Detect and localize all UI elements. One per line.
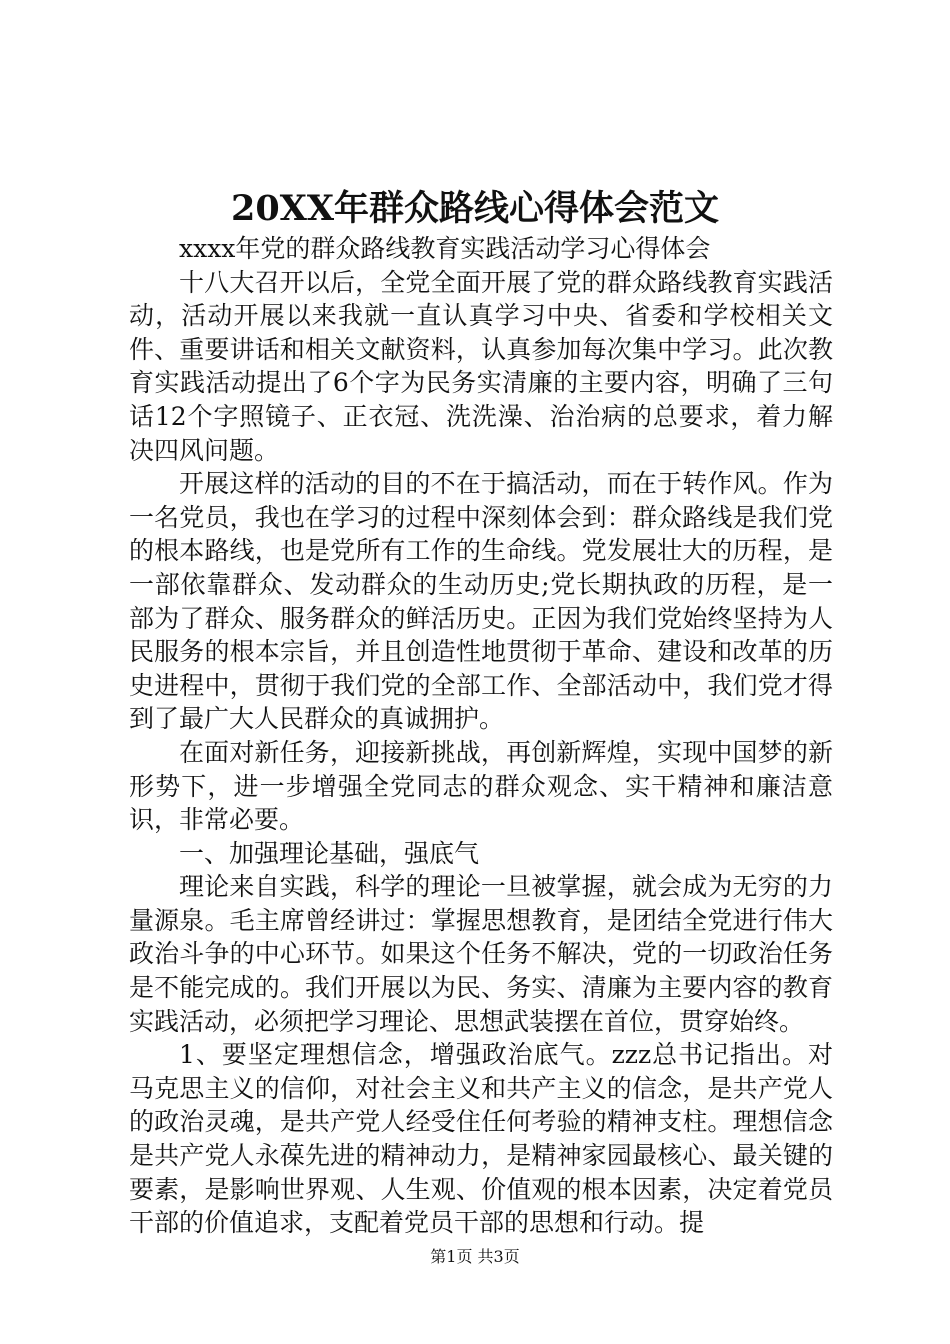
- section-heading: 一、加强理论基础，强底气: [179, 838, 480, 868]
- page-footer: 第1页 共3页: [430, 1247, 520, 1266]
- paragraph: 1、要坚定理想信念，增强政治底气。zzz总书记指出。对马克思主义的信仰，对社会主义和共产主义的信念，是共产党人的政治灵魂，是共产党人经受住任何考验的精神支柱。理想信念是共产党人永葆先进的精神动力，是精神家园最核心、最关键的要素，是影响世界观、人生观、价值观的根本因素，决定着党员干部的价值追求，支配着党员干部的思想和行动。提: [129, 1040, 833, 1238]
- paragraph: 开展这样的活动的目的不在于搞活动，而在于转作风。作为一名党员，我也在学习的过程中深刻体会到：群众路线是我们党的根本路线，也是党所有工作的生命线。党发展壮大的历程，是一部依靠群众、发动群众的生动历史;党长期执政的历程，是一部为了群众、服务群众的鲜活历史。正因为我们党始终坚持为人民服务的根本宗旨，并且创造性地贯彻于革命、建设和改革的历史进程中，贯彻于我们党的全部工作、全部活动中，我们党才得到了最广大人民群众的真诚拥护。: [129, 469, 833, 734]
- paragraph: 在面对新任务，迎接新挑战，再创新辉煌，实现中国梦的新形势下，进一步增强全党同志的群众观念、实干精神和廉洁意识，非常必要。: [129, 737, 833, 835]
- paragraph: 十八大召开以后，全党全面开展了党的群众路线教育实践活动，活动开展以来我就一直认真学习中央、省委和学校相关文件、重要讲话和相关文献资料，认真参加每次集中学习。此次教育实践活动提出了6个字为民务实清廉的主要内容，明确了三句话12个字照镜子、正衣冠、洗洗澡、治治病的总要求，着力解决四风问题。: [129, 267, 833, 465]
- document-body: [129, 232, 833, 1240]
- paragraph: 理论来自实践，科学的理论一旦被掌握，就会成为无穷的力量源泉。毛主席曾经讲过：掌握思想教育，是团结全党进行伟大政治斗争的中心环节。如果这个任务不解决，党的一切政治任务是不能完成的。我们开展以为民、务实、清廉为主要内容的教育实践活动，必须把学习理论、思想武装摆在首位，贯穿始终。: [129, 872, 833, 1036]
- document-title: 20XX年群众路线心得体会范文: [230, 188, 720, 229]
- paragraph-subtitle: xxxx年党的群众路线教育实践活动学习心得体会: [179, 234, 711, 263]
